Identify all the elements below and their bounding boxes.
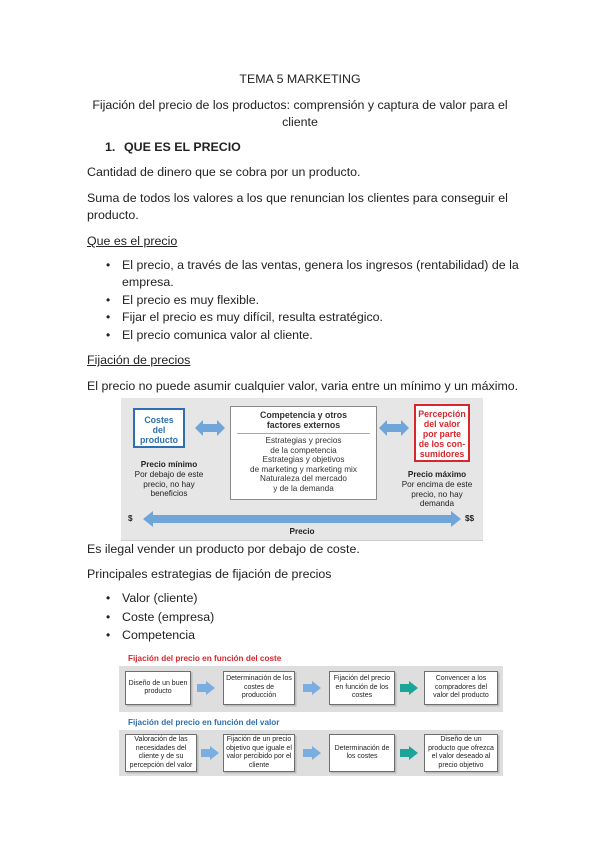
section-number: 1. (105, 140, 116, 154)
value-step-4: Diseño de un producto que ofrezca el valor deseado al precio objetivo (424, 734, 498, 772)
paragraph-1: Cantidad de dinero que se cobra por un producto. (87, 165, 361, 179)
document-title: TEMA 5 MARKETING (239, 72, 361, 86)
arrow-right-icon (400, 746, 418, 760)
bullet-item-1-cont: empresa. (122, 275, 174, 289)
bullet-dot: • (106, 628, 111, 642)
section-heading: QUE ES EL PRECIO (124, 140, 241, 154)
cost-step-4: Convencer a los compradores del valor del producto (424, 671, 498, 705)
arrow-right-icon (400, 681, 418, 695)
paragraph-2-line-2: producto. (87, 208, 139, 222)
strategy-item-3: Competencia (122, 628, 196, 642)
min-price-title: Precio mínimo (140, 460, 198, 469)
price-range-figure (121, 398, 483, 541)
bullet-dot: • (106, 328, 111, 342)
strategy-item-2: Coste (empresa) (122, 610, 215, 624)
value-perception-box: Percepción del valor por parte de los con- sumidores (414, 404, 470, 462)
value-step-2: Fijación de un precio objetivo que iguale el valor percibido por el cliente (223, 734, 295, 772)
axis-low-label: $ (128, 514, 133, 523)
cost-based-title: Fijación del precio en función del coste (128, 654, 282, 663)
bullet-item-1: El precio, a través de las ventas, genera los ingresos (rentabilidad) de la (122, 258, 519, 272)
double-arrow-right-icon (379, 420, 409, 436)
bullet-dot: • (106, 591, 111, 605)
max-price-text: Por encima de este precio, no hay demanda (401, 480, 473, 508)
bullet-item-4: El precio comunica valor al cliente. (122, 328, 313, 342)
cost-step-1: Diseño de un buen producto (125, 671, 191, 705)
max-price-title: Precio máximo (407, 470, 467, 479)
bullet-dot: • (106, 293, 111, 307)
arrow-right-icon (197, 681, 215, 695)
bullet-item-3: Fijar el precio es muy difícil, resulta estratégico. (122, 310, 383, 324)
strategy-item-1: Valor (cliente) (122, 591, 198, 605)
subheading-que-es-el-precio: Que es el precio (87, 234, 178, 248)
cost-step-3: Fijación del precio en función de los costes (329, 671, 395, 705)
competition-box: Competencia y otros factores externos Estrategias y precios de la competencia Estrategias y objetivos de marketing y marketing mix Naturaleza del mercado y de la demanda (230, 406, 377, 500)
min-price-text: Por debajo de este precio, no hay beneficios (134, 470, 204, 498)
arrow-right-icon (303, 681, 321, 695)
axis-title: Precio (289, 527, 315, 536)
value-step-3: Determinación de los costes (329, 734, 395, 772)
cost-step-2: Determinación de los costes de producción (223, 671, 295, 705)
subtitle-line-2: cliente (282, 115, 318, 129)
subtitle-line-1: Fijación del precio de los productos: comprensión y captura de valor para el (92, 98, 508, 112)
bullet-item-2: El precio es muy flexible. (122, 293, 260, 307)
pricing-strategies-figure (119, 654, 503, 776)
paragraph-ilegal: Es ilegal vender un producto por debajo de coste. (87, 542, 360, 556)
double-arrow-left-icon (195, 420, 225, 436)
arrow-right-icon (303, 746, 321, 760)
subheading-fijacion-de-precios: Fijación de precios (87, 353, 191, 367)
strategies-heading: Principales estrategias de fijación de precios (87, 567, 332, 581)
paragraph-3: El precio no puede asumir cualquier valor, varia entre un mínimo y un máximo. (87, 379, 519, 393)
arrow-right-icon (201, 746, 219, 760)
value-step-1: Valoración de las necesidades del cliente y de su percepción del valor (125, 734, 197, 772)
paragraph-2-line-1: Suma de todos los valores a los que renuncian los clientes para conseguir el (87, 191, 508, 205)
bullet-dot: • (106, 310, 111, 324)
axis-high-label: $$ (465, 514, 475, 523)
bullet-dot: • (106, 258, 111, 272)
price-axis-arrow-icon (143, 511, 461, 527)
costs-box: Costes del producto (133, 408, 185, 448)
bullet-dot: • (106, 610, 111, 624)
value-based-title: Fijación del precio en función del valor (128, 718, 280, 727)
